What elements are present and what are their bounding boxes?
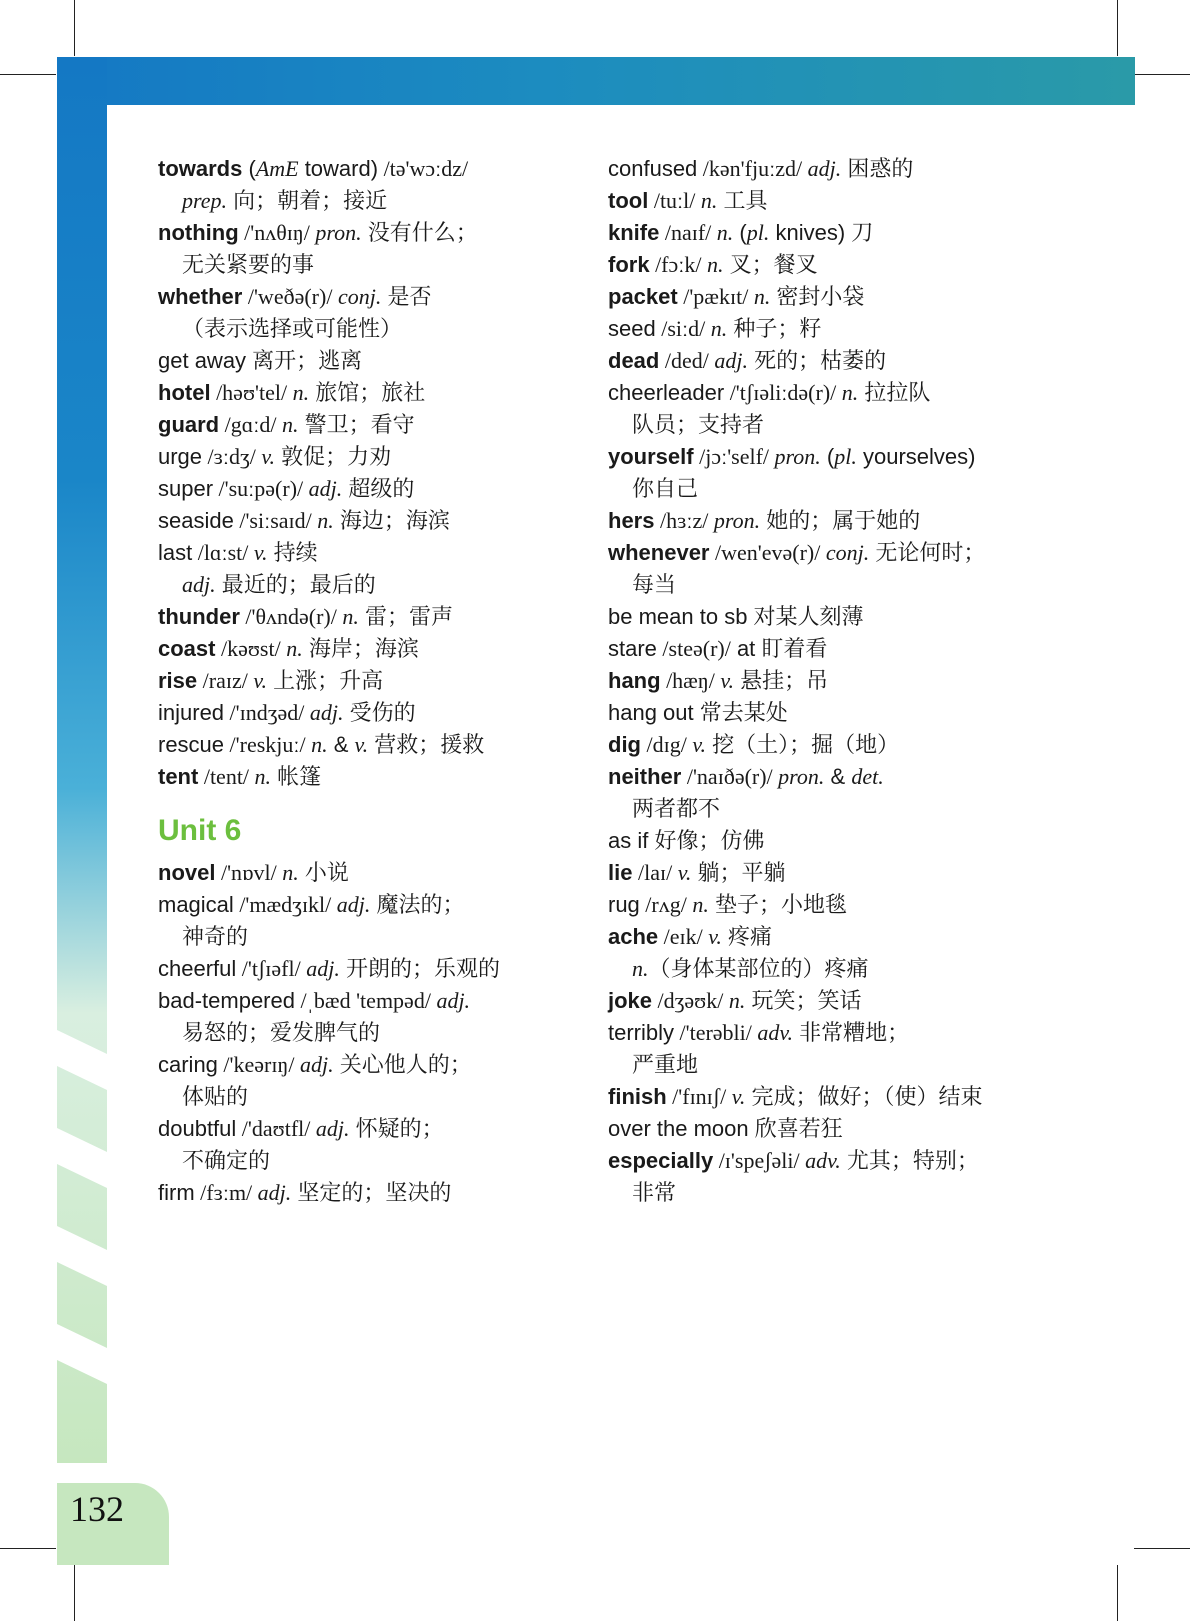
vocab-entry xyxy=(608,441,1038,473)
entry-text: rug xyxy=(608,892,640,917)
entry-text: get away xyxy=(158,348,247,373)
pronunciation: /'fɪnɪʃ/ xyxy=(666,1084,727,1109)
vocab-entry xyxy=(608,377,1038,409)
headword: joke xyxy=(608,988,653,1013)
part-of-speech: v. xyxy=(247,668,267,693)
entry-text: 警卫；看守 xyxy=(298,412,415,437)
pronunciation: /steə(r)/ xyxy=(656,636,731,661)
entry-text: 队员；支持者 xyxy=(632,412,765,437)
entry-text: 不确定的 xyxy=(182,1148,271,1173)
part-of-speech: conj. xyxy=(820,540,870,565)
vocab-entry xyxy=(608,1081,1038,1113)
vocab-entry xyxy=(608,281,1038,313)
pronunciation: /ˌbæd 'tempəd/ xyxy=(294,988,431,1013)
entry-text: 悬挂；吊 xyxy=(733,668,829,693)
part-of-speech: n. xyxy=(723,988,746,1013)
entry-text: 离开；逃离 xyxy=(246,348,363,373)
headword: knife xyxy=(608,220,660,245)
headword: thunder xyxy=(158,604,240,629)
pronunciation: /siːd/ xyxy=(655,316,706,341)
entry-text: 每当 xyxy=(632,572,677,597)
headword: coast xyxy=(158,636,216,661)
vocab-entry xyxy=(158,889,558,921)
top-color-band xyxy=(57,57,1135,105)
vocab-entry xyxy=(608,505,1038,537)
part-of-speech: adj. xyxy=(182,572,216,597)
headword: hers xyxy=(608,508,655,533)
vocab-entry xyxy=(608,185,1038,217)
vocab-entry xyxy=(158,697,558,729)
part-of-speech: adj. xyxy=(304,700,344,725)
pronunciation: /dʒəʊk/ xyxy=(652,988,724,1013)
entry-list-unit5 xyxy=(158,153,558,793)
part-of-speech: v. xyxy=(248,540,268,565)
entry-text: seaside xyxy=(158,508,234,533)
part-of-speech: n. xyxy=(836,380,859,405)
pronunciation: /hɜːz/ xyxy=(654,508,709,533)
pronunciation: /'terəbli/ xyxy=(674,1020,752,1045)
entry-text: over the moon xyxy=(608,1116,749,1141)
pronunciation: /'pækɪt/ xyxy=(677,284,749,309)
crop-mark xyxy=(0,1548,56,1549)
vocab-entry xyxy=(608,313,1038,345)
crop-mark xyxy=(1134,1548,1190,1549)
entry-continuation xyxy=(158,1145,558,1177)
entry-text: rescue xyxy=(158,732,225,757)
entry-text: 易怒的；爱发脾气的 xyxy=(182,1020,381,1045)
vocab-entry xyxy=(608,665,1038,697)
entry-text: knives) 刀 xyxy=(769,220,874,245)
part-of-speech: adj. xyxy=(252,1180,292,1205)
part-of-speech: v. xyxy=(714,668,734,693)
page-number: 132 xyxy=(70,1489,124,1529)
entry-text: as if xyxy=(608,828,649,853)
entry-text: urge xyxy=(158,444,203,469)
pronunciation: /fɜːm/ xyxy=(194,1180,253,1205)
pronunciation: /kəʊst/ xyxy=(215,636,281,661)
pronunciation: /lɑːst/ xyxy=(192,540,249,565)
entry-text: 坚定的；坚决的 xyxy=(291,1180,452,1205)
part-of-speech: adj. xyxy=(331,892,371,917)
part-of-speech: n. xyxy=(276,860,299,885)
part-of-speech: pron. xyxy=(772,764,825,789)
left-column xyxy=(158,153,558,1209)
headword: nothing xyxy=(158,220,239,245)
entry-continuation xyxy=(608,569,1038,601)
part-of-speech: n. xyxy=(336,604,359,629)
headword: dead xyxy=(608,348,660,373)
part-of-speech: adj. xyxy=(303,476,343,501)
part-of-speech: adj. xyxy=(708,348,748,373)
entry-text: 超级的 xyxy=(342,476,415,501)
entry-continuation xyxy=(608,953,1038,985)
pronunciation: /tə'wɔːdz/ xyxy=(378,156,469,181)
headword: especially xyxy=(608,1148,714,1173)
pronunciation: /'siːsaɪd/ xyxy=(233,508,312,533)
entry-text: bad-tempered xyxy=(158,988,295,1013)
entry-text: 尤其；特别； xyxy=(840,1148,979,1173)
pronunciation: /jɔː'self/ xyxy=(693,444,770,469)
part-of-speech: n. xyxy=(276,412,299,437)
entry-text: 拉拉队 xyxy=(858,380,931,405)
right-column xyxy=(608,153,1038,1209)
part-of-speech: n. xyxy=(632,956,649,981)
entry-continuation xyxy=(158,1081,558,1113)
part-of-speech: v. xyxy=(354,732,369,757)
part-of-speech: adv. xyxy=(751,1020,794,1045)
entry-text: 死的；枯萎的 xyxy=(747,348,887,373)
crop-mark xyxy=(1117,1565,1118,1621)
pronunciation: /'tʃɪəliːdə(r)/ xyxy=(724,380,837,405)
part-of-speech: n. xyxy=(705,316,728,341)
pronunciation: /kən'fjuːzd/ xyxy=(697,156,803,181)
vocab-entry xyxy=(608,601,1038,633)
pronunciation: /wen'evə(r)/ xyxy=(709,540,821,565)
part-of-speech: n. xyxy=(305,732,328,757)
part-of-speech: adj. xyxy=(294,1052,334,1077)
headword: ache xyxy=(608,924,659,949)
entry-text: 没有什么； xyxy=(361,220,478,245)
entry-text: ( xyxy=(242,156,256,181)
headword: yourself xyxy=(608,444,694,469)
headword: novel xyxy=(158,860,216,885)
entry-text: 垫子；小地毯 xyxy=(708,892,847,917)
entry-text: ( xyxy=(733,220,747,245)
vocab-entry xyxy=(608,857,1038,889)
entry-text: firm xyxy=(158,1180,195,1205)
part-of-speech: pl. xyxy=(746,220,770,245)
vocab-entry xyxy=(608,633,1038,665)
entry-text: 是否 xyxy=(381,284,432,309)
part-of-speech: n. xyxy=(711,220,734,245)
headword: tool xyxy=(608,188,649,213)
entry-text: toward) xyxy=(298,156,379,181)
pronunciation: /'keərɪŋ/ xyxy=(217,1052,295,1077)
entry-text: 海边；海滨 xyxy=(333,508,450,533)
vocab-entry xyxy=(158,633,558,665)
entry-text: 常去某处 xyxy=(693,700,788,725)
headword: fork xyxy=(608,252,650,277)
vocab-entry xyxy=(608,729,1038,761)
pronunciation: /ɜːdʒ/ xyxy=(202,444,256,469)
headword: hang xyxy=(608,668,661,693)
part-of-speech: det. xyxy=(851,764,884,789)
part-of-speech: adj. xyxy=(300,956,340,981)
headword: towards xyxy=(158,156,243,181)
entry-text: 持续 xyxy=(267,540,318,565)
entry-text: 困惑的 xyxy=(841,156,914,181)
part-of-speech: n. xyxy=(280,636,303,661)
part-of-speech: pron. xyxy=(708,508,761,533)
entry-text: 向；朝着；接近 xyxy=(227,188,388,213)
entry-text: cheerful xyxy=(158,956,237,981)
part-of-speech: pron. xyxy=(769,444,821,469)
entry-text: 两者都不 xyxy=(632,796,721,821)
entry-continuation xyxy=(608,1049,1038,1081)
vocab-entry xyxy=(608,537,1038,569)
headword: packet xyxy=(608,284,678,309)
entry-text: 雷；雷声 xyxy=(358,604,453,629)
vocab-entry xyxy=(158,345,558,377)
vocab-entry xyxy=(158,857,558,889)
vocab-entry xyxy=(158,537,558,569)
entry-text: 你自己 xyxy=(632,476,699,501)
part-of-speech: v. xyxy=(686,732,706,757)
part-of-speech: v. xyxy=(702,924,722,949)
pronunciation: /'nʌθɪŋ/ xyxy=(238,220,310,245)
entry-text: 疼痛 xyxy=(721,924,773,949)
part-of-speech: n. xyxy=(249,764,272,789)
pronunciation: /ɪ'speʃəli/ xyxy=(713,1148,800,1173)
crop-mark xyxy=(74,1565,75,1621)
part-of-speech: n. xyxy=(695,188,718,213)
entry-text: 最近的；最后的 xyxy=(215,572,376,597)
pronunciation: /naɪf/ xyxy=(659,220,712,245)
entry-continuation xyxy=(608,409,1038,441)
headword: finish xyxy=(608,1084,667,1109)
crop-mark xyxy=(1117,0,1118,56)
entry-continuation xyxy=(158,921,558,953)
pronunciation: /'tʃɪəfl/ xyxy=(236,956,301,981)
entry-text: magical xyxy=(158,892,234,917)
entry-continuation xyxy=(608,473,1038,505)
entry-text: injured xyxy=(158,700,225,725)
vocab-entry xyxy=(158,473,558,505)
entry-text: 开朗的；乐观的 xyxy=(339,956,500,981)
entry-text: be mean to sb xyxy=(608,604,748,629)
pronunciation: /hæŋ/ xyxy=(660,668,715,693)
entry-continuation xyxy=(608,793,1038,825)
pronunciation: /'reskjuː/ xyxy=(224,732,306,757)
vocab-entry xyxy=(158,377,558,409)
entry-text: yourselves) xyxy=(856,444,976,469)
part-of-speech: n. xyxy=(311,508,334,533)
vocab-entry xyxy=(158,409,558,441)
entry-text: 受伤的 xyxy=(343,700,416,725)
vocab-entry xyxy=(158,1177,558,1209)
vocab-entry xyxy=(608,889,1038,921)
entry-text: 非常 xyxy=(632,1180,677,1205)
entry-continuation xyxy=(158,185,558,217)
entry-text: 盯着看 xyxy=(755,636,828,661)
pronunciation: /'naɪðə(r)/ xyxy=(681,764,773,789)
vocab-entry xyxy=(158,1113,558,1145)
entry-text: 工具 xyxy=(717,188,768,213)
entry-text: 怀疑的； xyxy=(349,1116,444,1141)
headword: dig xyxy=(608,732,641,757)
part-of-speech: conj. xyxy=(332,284,382,309)
vocab-entry xyxy=(608,985,1038,1017)
entry-continuation xyxy=(608,1177,1038,1209)
part-of-speech: adj. xyxy=(430,988,471,1013)
entry-text: 种子；籽 xyxy=(727,316,822,341)
vocab-entry xyxy=(608,697,1038,729)
headword: guard xyxy=(158,412,220,437)
vocab-entry xyxy=(158,985,558,1017)
part-of-speech: v. xyxy=(255,444,276,469)
entry-text: 完成；做好；（使）结束 xyxy=(745,1084,983,1109)
entry-text: seed xyxy=(608,316,656,341)
entry-text: doubtful xyxy=(158,1116,237,1141)
pronunciation: /'suːpə(r)/ xyxy=(213,476,304,501)
pronunciation: /fɔːk/ xyxy=(649,252,702,277)
headword: lie xyxy=(608,860,633,885)
entry-text: 欣喜若狂 xyxy=(748,1116,843,1141)
headword: neither xyxy=(608,764,682,789)
pronunciation: /'θʌndə(r)/ xyxy=(239,604,337,629)
entry-text: 非常糟地； xyxy=(793,1020,910,1045)
entry-text: 对某人刻薄 xyxy=(747,604,864,629)
vocab-entry xyxy=(608,153,1038,185)
vocab-entry xyxy=(158,505,558,537)
entry-text: hang out xyxy=(608,700,694,725)
entry-text: （身体某部位的）疼痛 xyxy=(648,956,869,981)
entry-text: 帐篷 xyxy=(271,764,322,789)
entry-text: 上涨；升高 xyxy=(267,668,384,693)
pronunciation: /ded/ xyxy=(659,348,709,373)
pronunciation: /'ɪndʒəd/ xyxy=(224,700,305,725)
headword: whenever xyxy=(608,540,710,565)
part-of-speech: AmE xyxy=(255,156,299,181)
part-of-speech: n. xyxy=(287,380,310,405)
part-of-speech: prep. xyxy=(182,188,228,213)
entry-text: 挖（土）；掘（地） xyxy=(705,732,900,757)
entry-text: 好像；仿佛 xyxy=(648,828,765,853)
entry-text: cheerleader xyxy=(608,380,725,405)
vocab-entry xyxy=(608,761,1038,793)
entry-text: 叉；餐叉 xyxy=(723,252,818,277)
vocab-entry xyxy=(158,729,558,761)
part-of-speech: pron. xyxy=(309,220,362,245)
entry-text: 神奇的 xyxy=(182,924,249,949)
part-of-speech: pl. xyxy=(834,444,857,469)
vocab-entry xyxy=(608,249,1038,281)
entry-text: ( xyxy=(820,444,835,469)
entry-text: 体贴的 xyxy=(182,1084,249,1109)
vocab-entry xyxy=(158,665,558,697)
vocab-entry xyxy=(608,1017,1038,1049)
entry-text: at xyxy=(730,636,756,661)
entry-text: 旅馆；旅社 xyxy=(309,380,426,405)
entry-text: 小说 xyxy=(298,860,349,885)
entry-text: 无论何时； xyxy=(869,540,986,565)
entry-continuation xyxy=(158,569,558,601)
entry-text: 玩笑；笑话 xyxy=(745,988,862,1013)
entry-text: （表示选择或可能性） xyxy=(182,316,403,341)
entry-text: 密封小袋 xyxy=(770,284,865,309)
part-of-speech: v. xyxy=(726,1084,746,1109)
headword: hotel xyxy=(158,380,211,405)
vocab-entry xyxy=(158,1049,558,1081)
part-of-speech: adj. xyxy=(310,1116,350,1141)
part-of-speech: n. xyxy=(701,252,724,277)
entry-text: 躺；平躺 xyxy=(691,860,786,885)
pronunciation: /rʌg/ xyxy=(639,892,687,917)
part-of-speech: n. xyxy=(748,284,771,309)
vocab-entry xyxy=(158,761,558,793)
entry-continuation xyxy=(158,249,558,281)
pronunciation: /həʊ'tel/ xyxy=(210,380,288,405)
entry-text: confused xyxy=(608,156,698,181)
pronunciation: /tuːl/ xyxy=(648,188,696,213)
entry-text: caring xyxy=(158,1052,218,1077)
pronunciation: /dɪg/ xyxy=(641,732,687,757)
vocab-entry xyxy=(608,921,1038,953)
pronunciation: /'mædʒɪkl/ xyxy=(233,892,332,917)
pronunciation: /'nɒvl/ xyxy=(215,860,277,885)
pronunciation: /'weðə(r)/ xyxy=(242,284,333,309)
entry-text: 营救；援救 xyxy=(368,732,485,757)
pronunciation: /tent/ xyxy=(198,764,250,789)
entry-text: stare xyxy=(608,636,657,661)
part-of-speech: v. xyxy=(672,860,692,885)
headword: rise xyxy=(158,668,198,693)
headword: tent xyxy=(158,764,199,789)
part-of-speech: n. xyxy=(686,892,709,917)
entry-text: 魔法的； xyxy=(370,892,465,917)
pronunciation: /gɑːd/ xyxy=(219,412,277,437)
vocab-entry xyxy=(608,825,1038,857)
vocab-entry xyxy=(608,1113,1038,1145)
entry-text: 关心他人的； xyxy=(333,1052,472,1077)
part-of-speech: adv. xyxy=(799,1148,841,1173)
pronunciation: /laɪ/ xyxy=(632,860,673,885)
entry-text: & xyxy=(824,764,852,789)
vocab-entry xyxy=(158,217,558,249)
entry-text: terribly xyxy=(608,1020,675,1045)
vocab-entry xyxy=(158,153,558,185)
unit-heading: Unit 6 xyxy=(158,814,242,847)
vocab-entry xyxy=(158,281,558,313)
pronunciation: /eɪk/ xyxy=(658,924,703,949)
entry-text: 她的；属于她的 xyxy=(760,508,921,533)
vocab-entry xyxy=(158,953,558,985)
entry-continuation xyxy=(158,313,558,345)
part-of-speech: adj. xyxy=(802,156,842,181)
headword: whether xyxy=(158,284,243,309)
entry-text: & xyxy=(327,732,355,757)
crop-mark xyxy=(1134,74,1190,75)
entry-list-unit6 xyxy=(158,857,558,1209)
entry-text: last xyxy=(158,540,193,565)
entry-text: super xyxy=(158,476,214,501)
pronunciation: /raɪz/ xyxy=(197,668,248,693)
crop-mark xyxy=(74,0,75,56)
entry-list-right xyxy=(608,153,1038,1209)
entry-text: 海岸；海滨 xyxy=(302,636,419,661)
vocab-entry xyxy=(158,441,558,473)
vocab-entry xyxy=(608,217,1038,249)
vocab-entry xyxy=(608,345,1038,377)
vocab-entry xyxy=(608,1145,1038,1177)
entry-text: 无关紧要的事 xyxy=(182,252,315,277)
entry-text: 严重地 xyxy=(632,1052,699,1077)
pronunciation: /'daʊtfl/ xyxy=(236,1116,311,1141)
crop-mark xyxy=(0,74,56,75)
entry-text: 敦促；力劝 xyxy=(275,444,392,469)
vocab-entry xyxy=(158,601,558,633)
entry-continuation xyxy=(158,1017,558,1049)
